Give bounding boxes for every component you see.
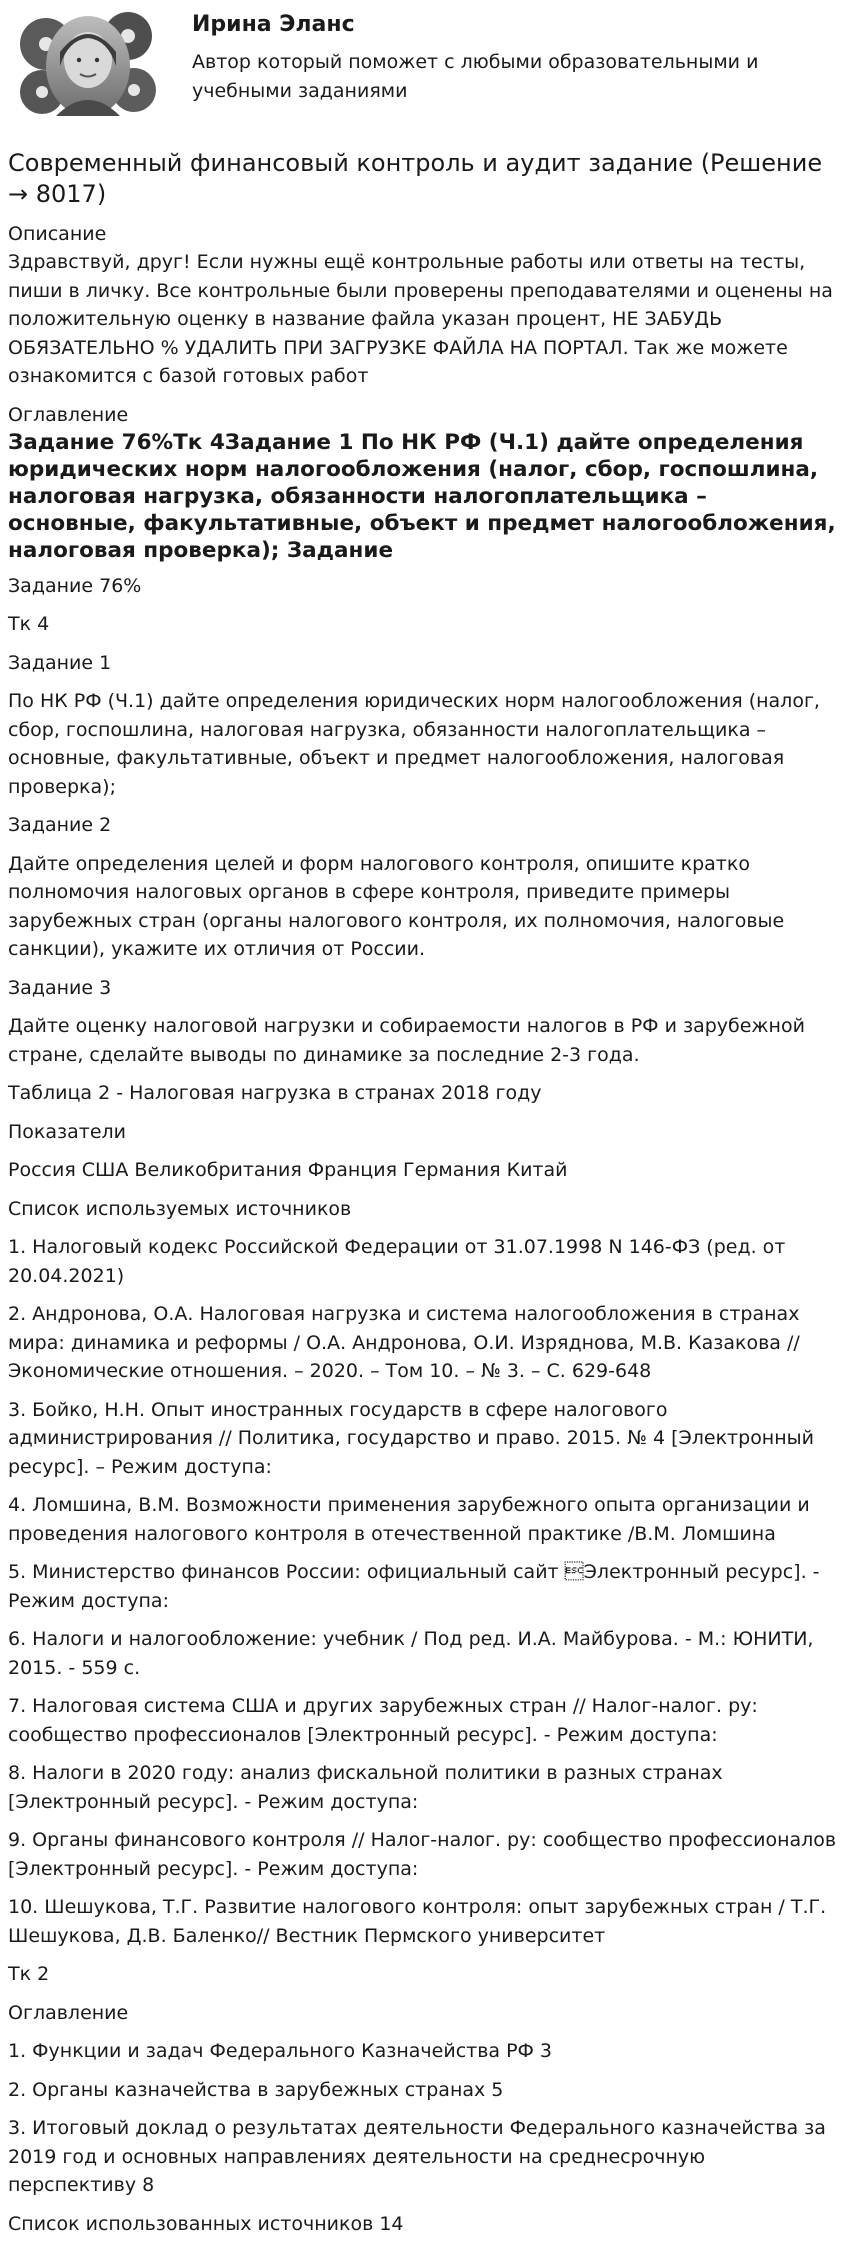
content-paragraph: Задание 1 [8, 651, 112, 674]
content-paragraph: Тк 4 [8, 613, 50, 635]
content-paragraph: Задание 76% [8, 574, 142, 597]
toc-item: 1. Функции и задач Федерального Казначейства РФ 3 [8, 2040, 553, 2062]
document-content [8, 572, 839, 2239]
toc-label: Оглавление [8, 403, 129, 426]
content-paragraph: Дайте оценку налоговой нагрузки и собираемости налогов в РФ и зарубежной стране, сделайте выводы по динамике за последние 2-3 года. [8, 1015, 805, 1066]
table-header: Показатели [8, 1120, 127, 1143]
source-item: 6. Налоги и налогообложение: учебник / Под ред. И.А. Майбурова. - М.: ЮНИТИ, 2015. - 559 с. [8, 1628, 814, 1679]
description-text: Здравствуй, друг! Если нужны ещё контрольные работы или ответы на тесты, пиши в личку. Все контрольные были проверены преподавателями и оценены на положительную оценку в название файла указан процент, НЕ ЗАБУДЬ ОБЯЗАТЕЛЬНО % УДАЛИТЬ ПРИ ЗАГРУЗКЕ ФАЙЛА НА ПОРТАЛ. Так же можете ознакомится с базой готовых работ [8, 251, 833, 387]
sources-heading: Список используемых источников [8, 1197, 352, 1220]
description-label: Описание [8, 223, 107, 245]
content-paragraph: Задание 3 [8, 976, 112, 999]
source-item: 3. Бойко, Н.Н. Опыт иностранных государств в сфере налогового администрирования // Политика, государство и право. 2015. № 4 [Электронный ресурс]. – Режим доступа: [8, 1398, 815, 1478]
table-caption: Таблица 2 - Налоговая нагрузка в странах 2018 году [8, 1082, 542, 1104]
source-item: 8. Налоги в 2020 году: анализ фискальной политики в разных странах [Электронный ресурс]. - Режим доступа: [8, 1762, 723, 1813]
toc-item: 3. Итоговый доклад о результатах деятельности Федерального казначейства за 2019 год и основных направлениях деятельности на среднесрочную перспективу 8 [8, 2117, 826, 2196]
content-paragraph: Дайте определения целей и форм налогового контроля, опишите кратко полномочия налоговых органов в сфере контроля, приведите примеры зарубежных стран (органы налогового контроля, их полномочия, налоговые санкции), укажите их отличия от России. [8, 852, 785, 960]
toc-item: 2. Органы казначейства в зарубежных странах 5 [8, 2078, 504, 2101]
source-item: 2. Андронова, О.А. Налоговая нагрузка и система налогообложения в странах мира: динамика и реформы / О.А. Андронова, О.И. Изряднова, М.В. Казакова // Экономические отношения. – 2020. – Том 10. – № 3. – С. 629-648 [8, 1303, 800, 1382]
document-title: Современный финансовый контроль и аудит задание (Решение → 8017) [8, 149, 823, 208]
source-item: 7. Налоговая система США и других зарубежных стран // Налог-налог. ру: сообщество профессионалов [Электронный ресурс]. - Режим доступа: [8, 1695, 758, 1746]
source-item: 1. Налоговый кодекс Российской Федерации от 31.07.1998 N 146-ФЗ (ред. от 20.04.2021) [8, 1236, 786, 1287]
author-avatar[interactable] [16, 6, 156, 124]
content-paragraph: Задание 2 [8, 814, 112, 836]
toc-label-2: Оглавление [8, 2001, 129, 2024]
toc-item: Список использованных источников 14 [8, 2212, 404, 2235]
content-paragraph: По НК РФ (Ч.1) дайте определения юридических норм налогообложения (налог, сбор, госпошлина, налоговая нагрузка, обязанности налогоплательщика – основные, факультативные, объект и предмет налогообложения, налоговая проверка); [8, 690, 820, 798]
source-item: 4. Ломшина, В.М. Возможности применения зарубежного опыта организации и проведения налогового контроля в отечественной практике /В.М. Ломшина [8, 1494, 810, 1545]
table-countries: Россия США Великобритания Франция Германия Китай [8, 1159, 568, 1181]
author-name[interactable]: Ирина Эланс [192, 12, 355, 37]
content-paragraph: Тк 2 [8, 1963, 50, 1985]
source-item: 9. Органы финансового контроля // Налог-налог. ру: сообщество профессионалов [Электронный ресурс]. - Режим доступа: [8, 1829, 837, 1880]
source-item: 5. Министерство финансов России: официальный сайт Электронный ресурс]. - Режим доступа: [8, 1561, 820, 1612]
toc-heading: Задание 76%Тк 4Задание 1 По НК РФ (Ч.1) дайте определения юридических норм налогообложения (налог, сбор, госпошлина, налоговая нагрузка, обязанности налогоплательщика – основные, факультативные, объект и предмет налогообложения, налоговая проверка); Задание [8, 429, 836, 563]
source-item: 10. Шешукова, Т.Г. Развитие налогового контроля: опыт зарубежных стран / Т.Г. Шешукова, Д.В. Баленко// Вестник Пермского университет [8, 1896, 827, 1947]
author-description: Автор который поможет с любыми образовательными и учебными заданиями [192, 51, 759, 102]
author-card [8, 0, 839, 140]
